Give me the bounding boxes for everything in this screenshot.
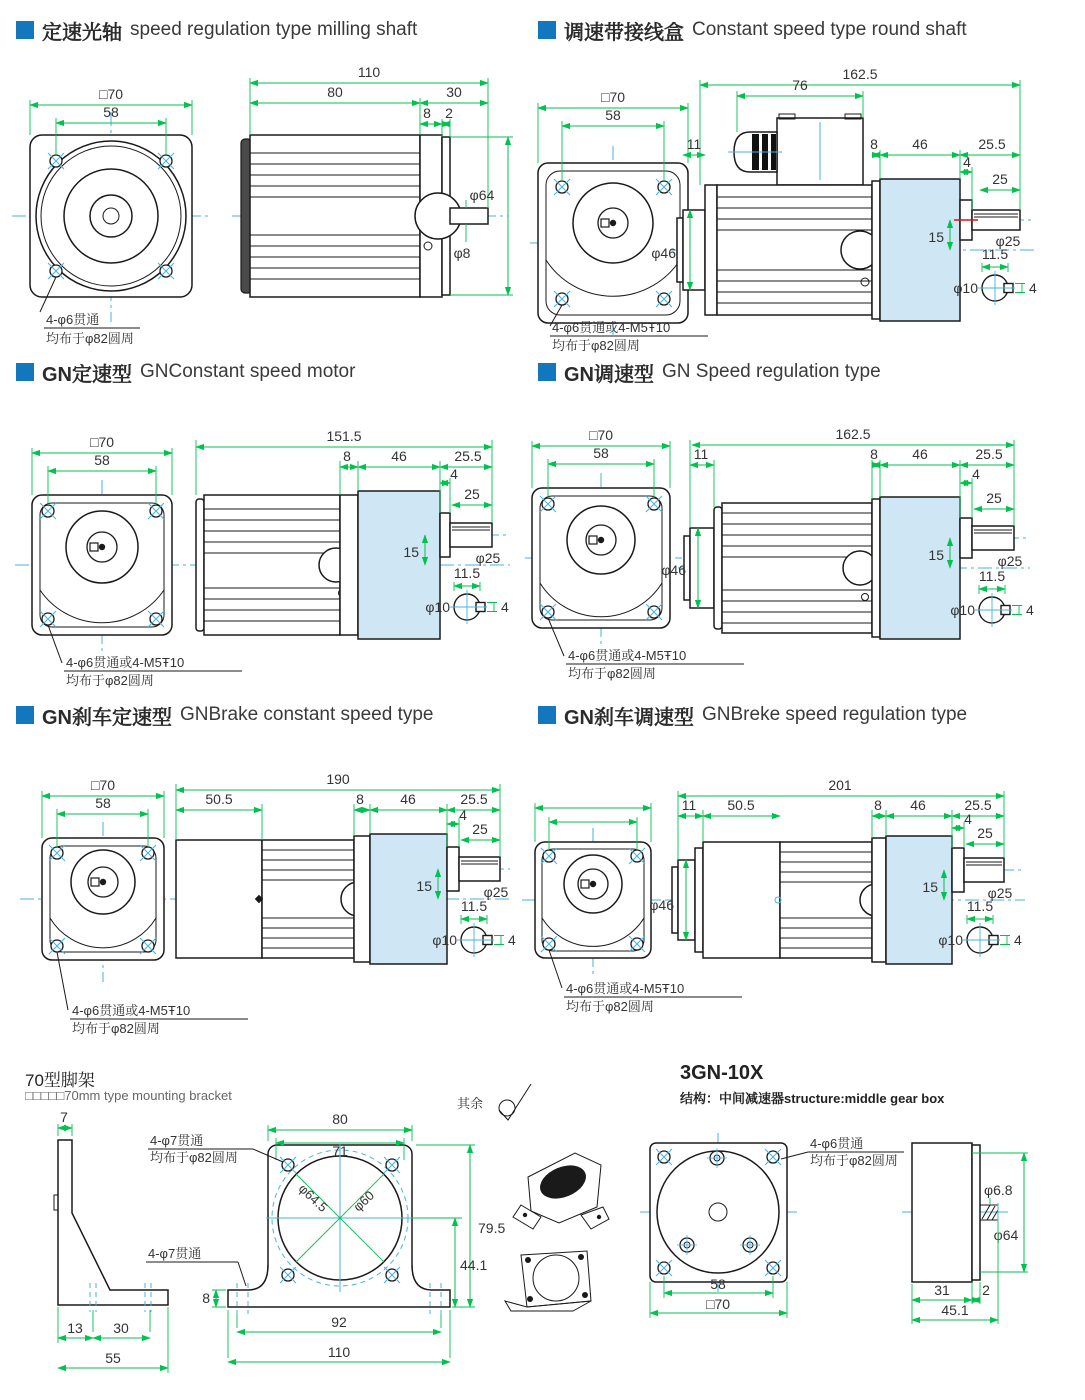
header-zh: 调速带接线盒 <box>564 21 684 44</box>
rest-label: 其余 <box>457 1096 484 1111</box>
dim-key-hole: φ10 <box>938 932 963 948</box>
dim-46: 46 <box>400 791 416 807</box>
side-view <box>649 777 1025 964</box>
dim-8: 8 <box>870 446 878 462</box>
dim-13: 13 <box>67 1320 83 1336</box>
side-view <box>661 426 1034 639</box>
dim-key-depth: 4 <box>1026 602 1034 618</box>
side-view <box>232 64 513 297</box>
bracket-title: 70型脚架 <box>25 1071 95 1090</box>
note-holes7: 4-φ7贯通 <box>150 1133 204 1148</box>
dim-box: 76 <box>792 77 808 93</box>
header-gn-constant <box>16 360 355 384</box>
dim-total: 110 <box>357 64 381 80</box>
bracket-subtitle: □□□□□70mm type mounting bracket <box>25 1088 232 1103</box>
dim-key-hole: φ10 <box>953 280 978 296</box>
dim-55: 55 <box>105 1350 121 1366</box>
header-zh: GN调速型 <box>564 363 654 386</box>
gearbox <box>358 491 440 639</box>
dim-30: 30 <box>113 1320 129 1336</box>
dim-4: 4 <box>450 466 458 482</box>
dim-bolt58: 58 <box>103 104 119 120</box>
dim-451: 45.1 <box>941 1302 969 1318</box>
dim-key: 25 <box>986 490 1002 506</box>
dim-offset: 15 <box>928 547 944 563</box>
header-en: GN Speed regulation type <box>662 361 881 382</box>
dim-4: 4 <box>459 807 467 823</box>
note-holes: 4-φ6贯通或4-M5Ŧ10 <box>566 981 685 996</box>
dim-key-width: 11.5 <box>981 246 1009 262</box>
dim-square70: □70 <box>89 434 115 450</box>
side-view <box>651 66 1037 321</box>
dim-shaft-dia: φ8 <box>453 245 471 261</box>
bracket-3d-top <box>513 1153 609 1229</box>
dim-brake: 50.5 <box>205 791 233 807</box>
dim-8: 8 <box>202 1290 210 1306</box>
section-marker-icon <box>538 21 556 39</box>
dim-bolt58: 58 <box>593 445 609 461</box>
note-holes: 4-φ6贯通或4-M5Ŧ10 <box>72 1003 191 1018</box>
diagram-gn-constant <box>10 425 520 697</box>
diagram-gn-speed <box>530 425 1085 697</box>
terminal-box <box>728 114 863 185</box>
note-circle: 均布于φ82圆周 <box>568 666 656 681</box>
dim-8: 8 <box>356 791 364 807</box>
dim-64: φ64 <box>993 1227 1019 1243</box>
dim-46: 46 <box>391 448 407 464</box>
header-milling-shaft <box>16 18 417 42</box>
dim-bolt58: 58 <box>95 795 111 811</box>
side-view <box>190 428 510 639</box>
diagram-milling-shaft <box>10 60 520 360</box>
key-section-detail <box>953 246 1037 305</box>
note-holes: 4-φ6贯通或4-M5Ŧ10 <box>568 648 687 663</box>
dim-4: 4 <box>963 154 971 170</box>
dim-total: 162.5 <box>842 66 878 82</box>
header-zh: GN刹车调速型 <box>564 706 694 729</box>
diagram-mounting-bracket <box>0 1100 545 1400</box>
bracket-3d-views <box>495 1135 630 1325</box>
dim-441: 44.1 <box>460 1257 488 1273</box>
dim-255: 25.5 <box>964 797 992 813</box>
dim-bolt58: 58 <box>710 1276 726 1292</box>
dim-11: 11 <box>693 446 709 462</box>
header-en: GNConstant speed motor <box>140 361 356 382</box>
side-view <box>170 771 516 964</box>
dim-11: 11 <box>681 797 697 813</box>
gearbox-subtitle: 结构：中间减速器structure:middle gear box <box>680 1091 945 1106</box>
dim-80: 80 <box>332 1111 348 1127</box>
dim-boss-dia: φ46 <box>661 562 686 578</box>
dim-key: 25 <box>472 821 488 837</box>
front-view <box>12 86 210 346</box>
diagram-gn-brake-speed <box>530 770 1085 1060</box>
dim-255: 25.5 <box>978 136 1006 152</box>
dim-key-width: 11.5 <box>460 898 488 914</box>
dim-46: 46 <box>912 136 928 152</box>
dim-square70: □70 <box>98 86 124 102</box>
dim-dia645: φ64.5 <box>295 1180 331 1215</box>
dim-key-depth: 4 <box>508 932 516 948</box>
dim-7: 7 <box>60 1109 68 1125</box>
dim-shaft-dia: φ25 <box>475 550 501 566</box>
header-zh: 定速光轴 <box>42 21 122 44</box>
header-en: speed regulation type milling shaft <box>130 19 418 40</box>
dim-total: 190 <box>326 771 350 787</box>
dim-body: 80 <box>327 84 343 100</box>
note-circle: 均布于φ82圆周 <box>46 331 134 346</box>
dim-31: 31 <box>934 1282 950 1298</box>
dim-square70: □70 <box>705 1296 731 1312</box>
dim-offset: 15 <box>928 229 944 245</box>
dim-8: 8 <box>874 797 882 813</box>
note-circle: 均布于φ82圆周 <box>566 999 654 1014</box>
dim-4: 4 <box>964 811 972 827</box>
header-gn-brake-constant <box>16 703 433 727</box>
diagram-gn-brake-constant <box>10 770 520 1060</box>
dim-brake: 50.5 <box>727 797 755 813</box>
dim-2: 2 <box>445 105 453 121</box>
header-zh: GN刹车定速型 <box>42 706 172 729</box>
dim-bolt58: 58 <box>605 107 621 123</box>
section-marker-icon <box>16 706 34 724</box>
dim-key-width: 11.5 <box>978 568 1006 584</box>
dim-square70: □70 <box>90 777 116 793</box>
note-holes: 4-φ6贯通或4-M5Ŧ10 <box>552 320 671 335</box>
dim-key: 25 <box>464 486 480 502</box>
dim-key: 25 <box>977 825 993 841</box>
header-zh: GN定速型 <box>42 363 132 386</box>
dim-square70: □70 <box>600 89 626 105</box>
dim-key-hole: φ10 <box>432 932 457 948</box>
brake-unit <box>703 842 780 958</box>
note-circle: 均布于φ82圆周 <box>810 1153 898 1168</box>
dim-key: 25 <box>992 171 1008 187</box>
header-en: GNBrake constant speed type <box>180 704 434 725</box>
bracket-3d-bottom <box>505 1251 591 1311</box>
dim-shaft-dia: φ25 <box>997 553 1023 569</box>
dim-total: 162.5 <box>835 426 871 442</box>
key-section-detail <box>950 568 1034 627</box>
header-gn-speed <box>538 360 881 384</box>
header-gn-brake-speed <box>538 703 967 727</box>
dim-offset: 15 <box>416 878 432 894</box>
dim-key-depth: 4 <box>1029 280 1037 296</box>
gearbox <box>880 497 960 639</box>
dim-key-depth: 4 <box>1014 932 1022 948</box>
note-circle: 均布于φ82圆周 <box>552 338 640 353</box>
dim-square70: □70 <box>588 427 614 443</box>
dim-total: 151.5 <box>326 428 362 444</box>
gearbox <box>880 179 960 321</box>
dim-shaft-dia: φ25 <box>483 884 509 900</box>
brake-unit <box>176 840 262 958</box>
note-circle: 均布于φ82圆周 <box>72 1021 160 1036</box>
diagram-middle-gearbox <box>640 1100 1085 1400</box>
dim-255: 25.5 <box>975 446 1003 462</box>
dim-92: 92 <box>331 1314 347 1330</box>
note-holes: 4-φ6贯通 <box>810 1136 864 1151</box>
header-en: Constant speed type round shaft <box>692 19 967 40</box>
dim-8: 8 <box>343 448 351 464</box>
dim-offset: 15 <box>922 879 938 895</box>
note-holes: 4-φ6贯通 <box>46 312 100 327</box>
note-circle: 均布于φ82圆周 <box>66 673 154 688</box>
dim-boss-dia: φ46 <box>649 897 674 913</box>
dim-shaft-dia: φ25 <box>987 885 1013 901</box>
dim-key-width: 11.5 <box>966 898 994 914</box>
dim-2: 2 <box>982 1282 990 1298</box>
dim-key-hole: φ10 <box>950 602 975 618</box>
note-circle7: 均布于φ82圆周 <box>150 1150 238 1165</box>
section-marker-icon <box>538 706 556 724</box>
note-holes7b: 4-φ7贯通 <box>148 1246 202 1261</box>
dim-key-hole: φ10 <box>425 599 450 615</box>
header-round-shaft <box>538 18 967 42</box>
dim-bolt58: 58 <box>94 452 110 468</box>
dim-head: 30 <box>446 84 462 100</box>
dim-key-width: 11.5 <box>453 565 481 581</box>
dim-255: 25.5 <box>460 791 488 807</box>
gearbox-title: 3GN-10X <box>680 1062 764 1084</box>
dim-offset: 15 <box>403 544 419 560</box>
header-en: GNBreke speed regulation type <box>702 704 968 725</box>
dim-110: 110 <box>327 1344 351 1360</box>
note-holes: 4-φ6贯通或4-M5Ŧ10 <box>66 655 185 670</box>
dim-boss-dia: φ64 <box>469 187 495 203</box>
dim-255: 25.5 <box>454 448 482 464</box>
dim-795: 79.5 <box>478 1220 506 1236</box>
bracket-front-view <box>146 1111 505 1362</box>
section-marker-icon <box>538 363 556 381</box>
diagram-round-shaft <box>530 60 1085 360</box>
dim-key-depth: 4 <box>501 599 509 615</box>
dim-dia60: φ60 <box>350 1187 378 1215</box>
dim-4: 4 <box>972 466 980 482</box>
gearbox-side-view <box>902 1143 1028 1324</box>
dim-8: 8 <box>423 105 431 121</box>
gearbox-front-view <box>640 1133 904 1318</box>
section-marker-icon <box>16 363 34 381</box>
dim-11: 11 <box>686 136 702 152</box>
dim-stub-dia: φ6.8 <box>984 1182 1013 1198</box>
dim-shaft-dia: φ25 <box>995 233 1021 249</box>
dim-71: 71 <box>332 1143 348 1159</box>
dim-46: 46 <box>910 797 926 813</box>
section-marker-icon <box>16 21 34 39</box>
dim-46: 46 <box>912 446 928 462</box>
dim-total: 201 <box>828 777 852 793</box>
dim-8: 8 <box>870 136 878 152</box>
dim-boss-dia: φ46 <box>651 245 676 261</box>
